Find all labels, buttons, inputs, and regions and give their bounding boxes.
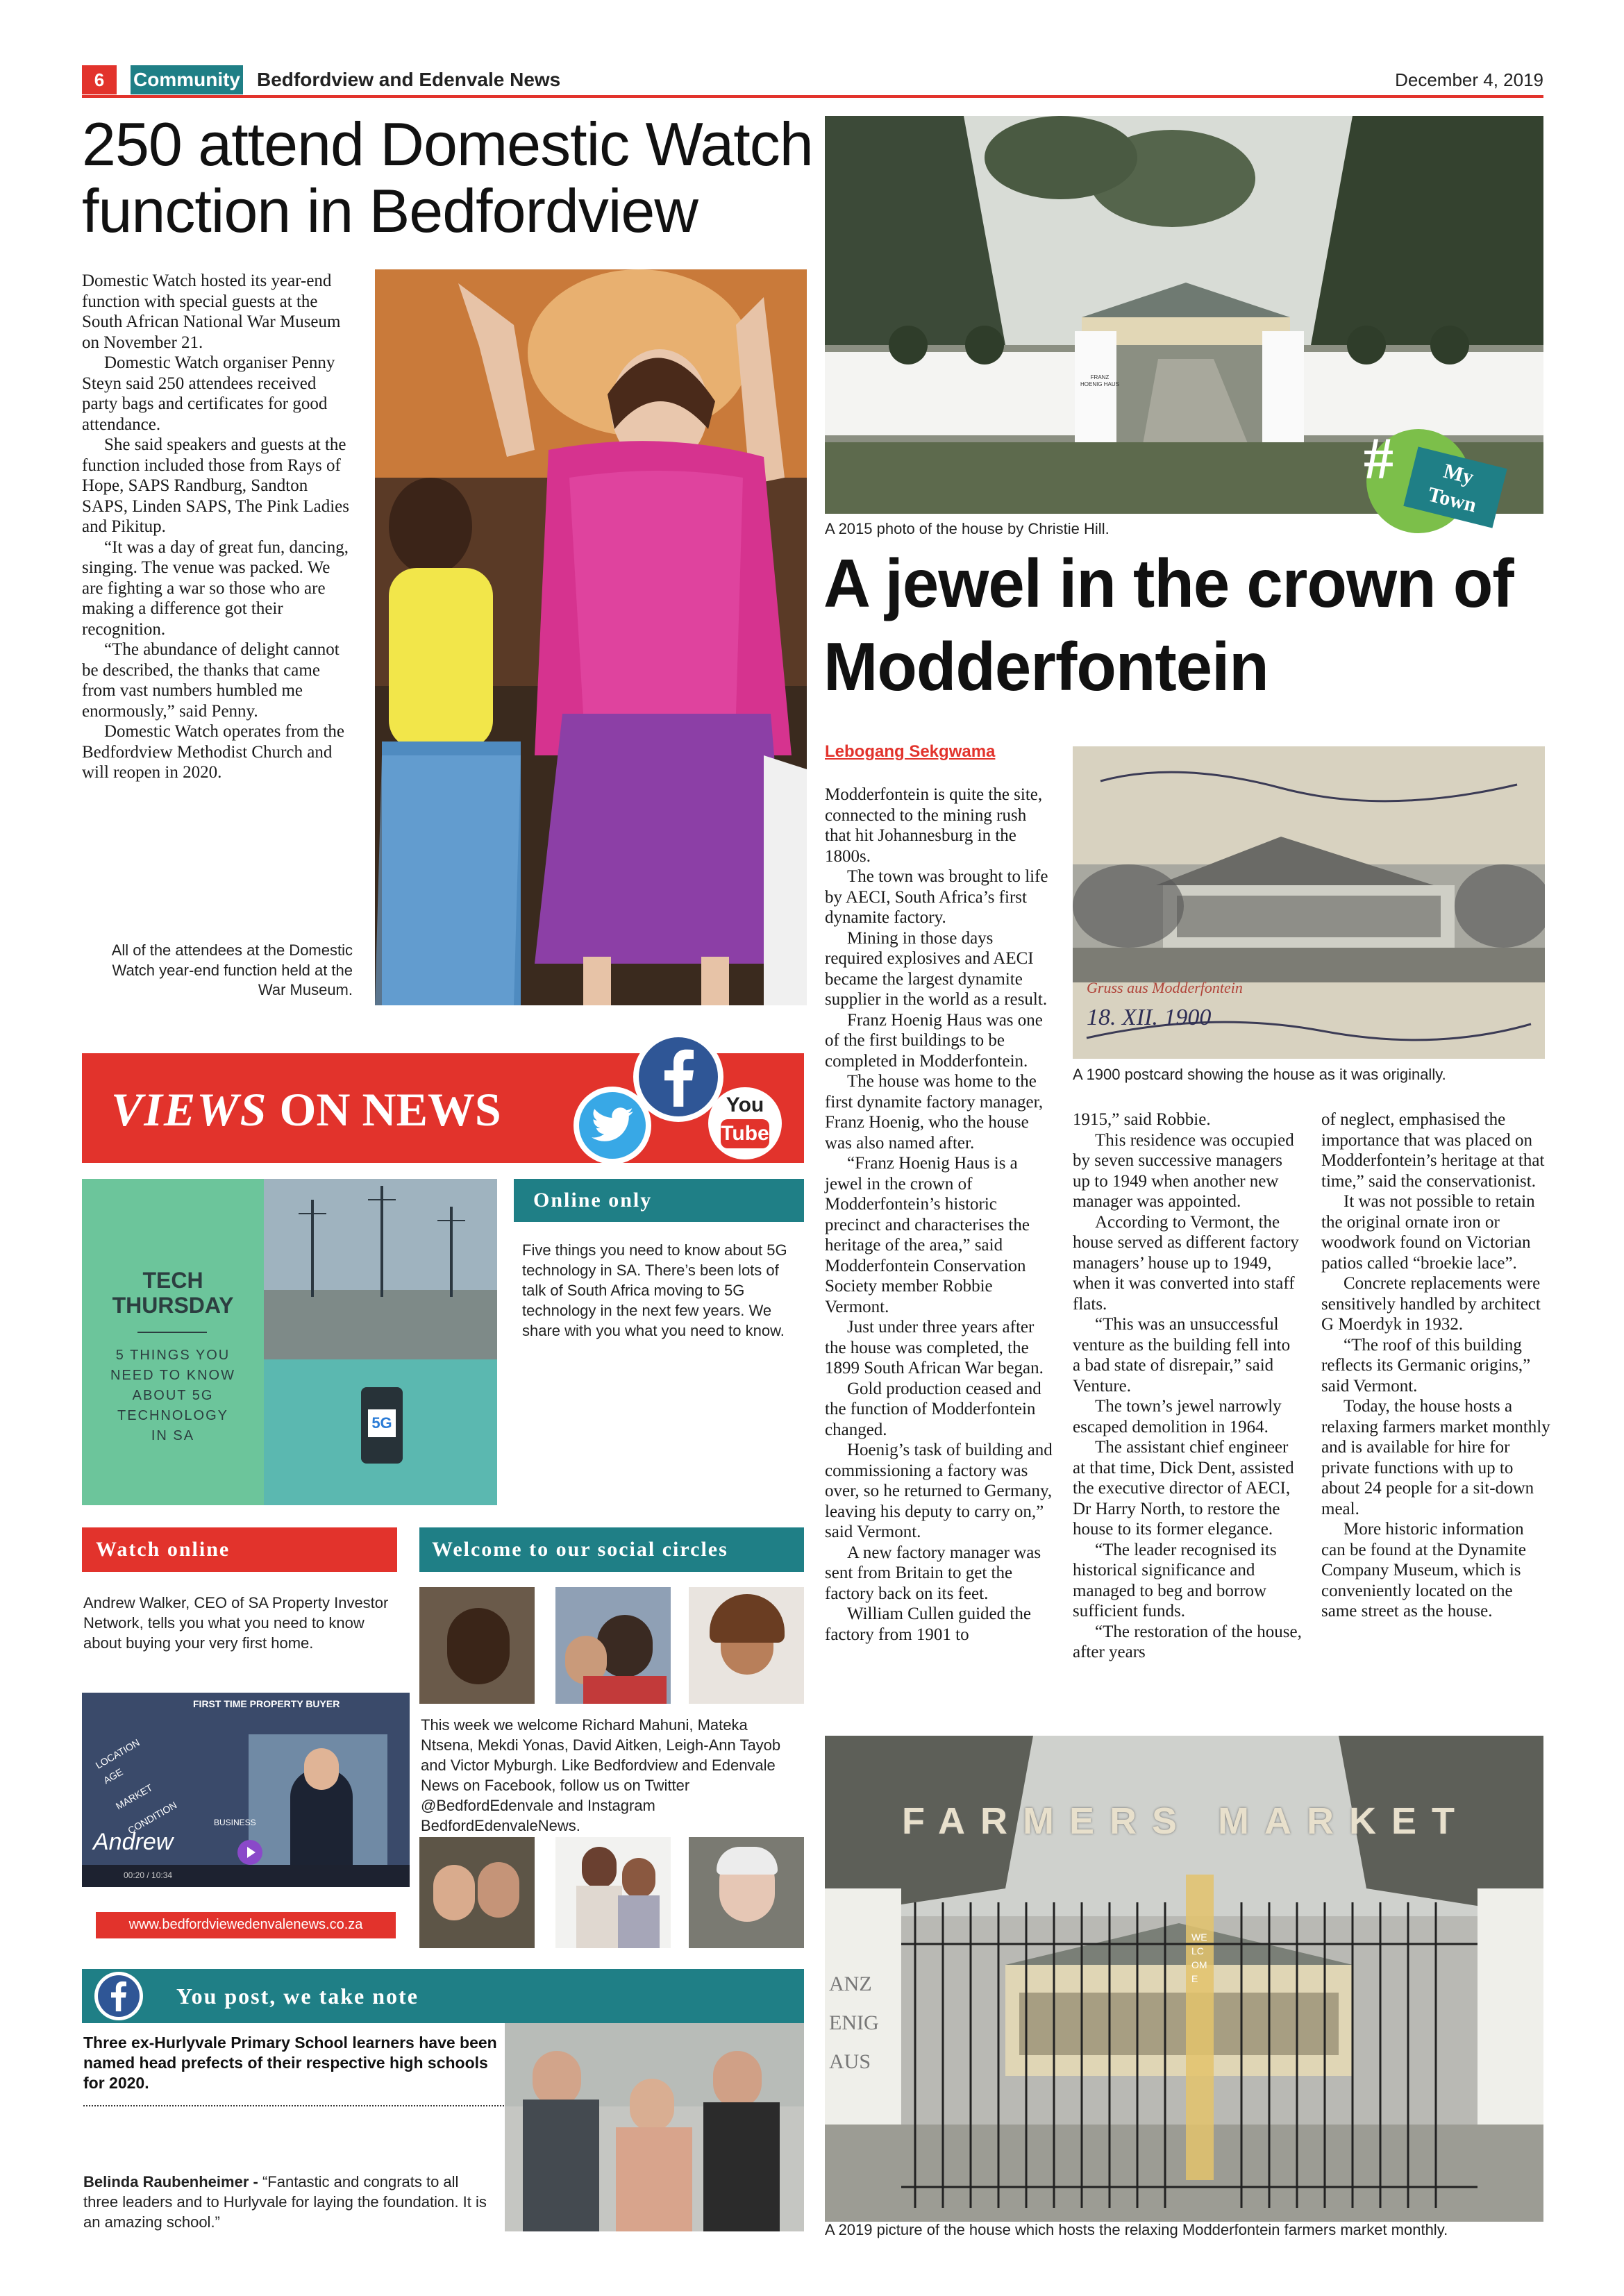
5g-badge: 5G (368, 1409, 396, 1437)
story2-paragraph: William Cullen guided the factory from 1901 to (825, 1604, 1031, 1644)
you-post-quote (83, 2172, 493, 2232)
play-button-icon[interactable] (237, 1840, 262, 1865)
quote-text: “Fantastic and congrats to all three leaders and to Hurlyvale for laying the foundation. It is an amazing school.” (83, 2173, 487, 2231)
presenter-face (304, 1748, 339, 1790)
tech-title-1: TECH (142, 1268, 203, 1293)
tech-subtitle: 5 THINGS YOU NEED TO KNOW ABOUT 5G TECHNOLOGY IN SA (110, 1348, 235, 1443)
video-word: AGE (101, 1766, 125, 1786)
story2-col3 (1321, 1109, 1550, 1622)
story2-headline: A jewel in the crown of Modderfontein (823, 545, 1514, 705)
domestic-watch-photo (375, 269, 807, 1005)
story2-paragraph: Today, the house hosts a relaxing farmers market monthly and is available for hire for private functions with up to about 24 people for a sit-down meal. (1321, 1397, 1550, 1518)
story2-paragraph: “This was an unsuccessful venture as the building fell into a bad state of disrepair,” said Venture. (1073, 1315, 1291, 1396)
story2-paragraph: Gold production ceased and the function of Modderfontein changed. (825, 1379, 1041, 1439)
you-post-lead: Three ex-Hurlyvale Primary School learners have been named head prefects of their respective high schools for 2020. (83, 2034, 497, 2092)
you-post-header[interactable] (82, 1969, 804, 2023)
story2-paragraph: Just under three years after the house was completed, the 1899 South African War began. (825, 1318, 1044, 1377)
story1-headline: 250 attend Domestic Watch function in Bedfordview (82, 110, 813, 245)
story2-paragraph: The house was home to the first dynamite factory manager, Franz Hoenig, who the house was also named after. (825, 1072, 1044, 1153)
page-number: 6 (94, 69, 105, 90)
issue-date: December 4, 2019 (1395, 69, 1543, 90)
paper-name: Bedfordview and Edenvale News (257, 69, 561, 90)
story2-col2 (1073, 1109, 1302, 1663)
market-gate-sign: ANZ ENIG AUS (829, 1972, 879, 2073)
story2-paragraph: Modderfontein is quite the site, connected to the mining rush that hit Johannesburg in the 1800s. (825, 785, 1043, 866)
story1-paragraph: Domestic Watch hosted its year-end function with special guests at the South African National War Museum on November 21. (82, 271, 341, 352)
social-photo-3 (689, 1587, 804, 1704)
story2-paragraph: 1915,” said Robbie. (1073, 1110, 1211, 1129)
story2-byline[interactable]: Lebogang Sekgwama (825, 742, 996, 761)
story2-paragraph: A new factory manager was sent from Britain to get the factory back on its feet. (825, 1543, 1041, 1603)
postcard-date: 18. XII. 1900 (1087, 1005, 1212, 1030)
story2-paragraph: The assistant chief engineer at that time, Dick Dent, assisted the executive director of AECI, Dr Harry North, to restore the house to its former elegance. (1073, 1438, 1294, 1539)
my-town-label: My Town (1403, 446, 1507, 528)
story2-paragraph: More historic information can be found at the Dynamite Company Museum, which is conveniently located on the same street as the house. (1321, 1520, 1527, 1620)
social-photo-1 (419, 1587, 535, 1704)
tech-thursday-graphic[interactable] (82, 1179, 497, 1505)
tech-photo (264, 1179, 497, 1359)
watch-online-header[interactable] (82, 1527, 397, 1572)
video-word: LOCATION (93, 1736, 142, 1771)
video-title: FIRST TIME PROPERTY BUYER (193, 1698, 340, 1709)
social-circles-header[interactable] (419, 1527, 804, 1572)
story2-paragraph: Concrete replacements were sensitively handled by architect G Moerdyk in 1932. (1321, 1274, 1541, 1334)
youtube-icon[interactable] (708, 1087, 782, 1159)
views-title-italic: VIEWS (111, 1083, 268, 1136)
story2-col1 (825, 785, 1054, 1645)
facebook-circle-icon (94, 1972, 143, 2020)
tech-left-panel (82, 1179, 264, 1505)
story2-paragraph: “The restoration of the house, after years (1073, 1622, 1302, 1661)
watch-online-text: Andrew Walker, CEO of SA Property Investor Network, tells you what you need to know about buying your very first home. (83, 1594, 389, 1652)
video-thumbnail[interactable] (82, 1693, 410, 1887)
video-presenter-name: Andrew (93, 1829, 174, 1855)
story2-paragraph: This residence was occupied by seven successive managers up to 1949 when another new manager was appointed. (1073, 1130, 1294, 1211)
tech-divider (137, 1332, 207, 1333)
story2-paragraph: The town’s jewel narrowly escaped demolition in 1964. (1073, 1397, 1282, 1436)
story1-paragraph: “The abundance of delight cannot be described, the thanks that came from vast numbers humbled me enormously,” said Penny. (82, 640, 340, 721)
farmers-market-photo (825, 1736, 1543, 2222)
page-number-box (82, 65, 117, 94)
market-welcome-banner: WELCOME (1191, 1932, 1207, 1984)
postcard-caption: A 1900 postcard showing the house as it was originally. (1073, 1066, 1446, 1083)
story1-paragraph: Domestic Watch operates from the Bedfordview Methodist Church and will reopen in 2020. (82, 722, 345, 782)
story2-paragraph: “Franz Hoenig Haus is a jewel in the crown of Modderfontein’s historic precinct and characterises the heritage of the area,” said Modderfontein Conservation Society member Robbie Vermont. (825, 1154, 1030, 1316)
story2-paragraph: Mining in those days required explosives and AECI became the largest dynamite supplier in the world as a result. (825, 928, 1048, 1009)
website-link-bar[interactable] (96, 1912, 396, 1938)
farmers-market-caption: A 2019 picture of the house which hosts the relaxing Modderfontein farmers market monthly. (825, 2221, 1448, 2238)
views-title-rest: ON NEWS (279, 1083, 501, 1136)
my-town-badge (1364, 425, 1489, 533)
section-tab[interactable] (131, 65, 243, 94)
story2-paragraph: “The roof of this building reflects its Germanic origins,” said Vermont. (1321, 1335, 1531, 1396)
tech-title-2: THURSDAY (112, 1293, 234, 1318)
social-photo-2 (555, 1587, 671, 1704)
section-label: Community (133, 69, 240, 90)
video-word: BUSINESS (214, 1818, 256, 1827)
video-time: 00:20 / 10:34 (124, 1870, 173, 1880)
tech-phone-panel (264, 1359, 497, 1505)
watch-online-title: Watch online (96, 1538, 231, 1561)
header-rule (82, 95, 1543, 98)
youtube-bottom-label: Tube (721, 1119, 769, 1148)
hash-icon: # (1364, 425, 1393, 492)
social-photo-6 (689, 1837, 804, 1948)
story2-paragraph: According to Vermont, the house served as different factory managers’ house up to 1949, when it was converted into staff flats. (1073, 1212, 1299, 1314)
youtube-top-label: You (726, 1093, 764, 1116)
video-word: MARKET (113, 1782, 155, 1812)
online-only-title: Online only (533, 1189, 653, 1212)
facebook-icon[interactable] (633, 1032, 723, 1122)
story1-caption: All of the attendees at the Domestic Watch year-end function held at the War Museum. (111, 941, 353, 999)
online-only-header[interactable] (514, 1179, 804, 1222)
online-only-text: Five things you need to know about 5G technology in SA. There’s been lots of talk of South Africa moving to 5G technology in the next few years. We share with you what you need to know. (522, 1241, 787, 1339)
story2-paragraph: It was not possible to retain the original ornate iron or woodwork found on Victorian patios called “broekie lace”. (1321, 1192, 1535, 1273)
story2-paragraph: “The leader recognised its historical significance and managed to beg and borrow sufficient funds. (1073, 1540, 1277, 1620)
story2-paragraph: Franz Hoenig Haus was one of the first buildings to be completed in Modderfontein. (825, 1010, 1043, 1071)
postcard-1900 (1073, 746, 1545, 1059)
social-photo-4 (419, 1837, 535, 1948)
story1-body (82, 271, 354, 783)
story2-paragraph: Hoenig’s task of building and commissioning a factory was over, so he returned to Germany, leaving his deputy to carry on,” said Vermont. (825, 1441, 1053, 1541)
prefects-photo (505, 2023, 804, 2231)
gate-sign: FRANZ HOENIG HAUS (1080, 374, 1120, 387)
farmers-market-bunting: FARMERS MARKET (902, 1800, 1470, 1842)
social-circles-title: Welcome to our social circles (432, 1538, 728, 1561)
social-photo-5 (555, 1837, 671, 1948)
postcard-greeting: Gruss aus Modderfontein (1087, 979, 1243, 996)
quote-author: Belinda Raubenheimer - (83, 2173, 258, 2190)
social-circles-text: This week we welcome Richard Mahuni, Mateka Ntsena, Mekdi Yonas, David Aitken, Leigh-Ann Tayob and Victor Myburgh. Like Bedfordview and Edenvale News on Facebook, follow us on Twitter @BedfordEdenvale and Instagram BedfordEdenvaleNews. (421, 1716, 781, 1834)
story2-paragraph: of neglect, emphasised the importance that was placed on Modderfontein’s heritage at that time,” said the conservationist. (1321, 1110, 1545, 1191)
story1-paragraph: “It was a day of great fun, dancing, singing. The venue was packed. We are fighting a war so those who are making a difference got their recognition. (82, 537, 349, 639)
house-2015-caption: A 2015 photo of the house by Christie Hill. (825, 520, 1110, 537)
views-title (111, 1078, 501, 1141)
story1-paragraph: Domestic Watch organiser Penny Steyn said 250 attendees received party bags and certificates for good attendance. (82, 353, 335, 434)
story1-paragraph: She said speakers and guests at the function included those from Rays of Hope, SAPS Randburg, Sandton SAPS, Linden SAPS, The Pink Ladies and Pikitup. (82, 435, 349, 536)
story2-paragraph: The town was brought to life by AECI, South Africa’s first dynamite factory. (825, 867, 1048, 927)
website-link[interactable]: www.bedfordviewedenvalenews.co.za (128, 1917, 363, 1932)
video-word: CONDITION (126, 1799, 179, 1836)
you-post-title: You post, we take note (176, 1984, 419, 2009)
